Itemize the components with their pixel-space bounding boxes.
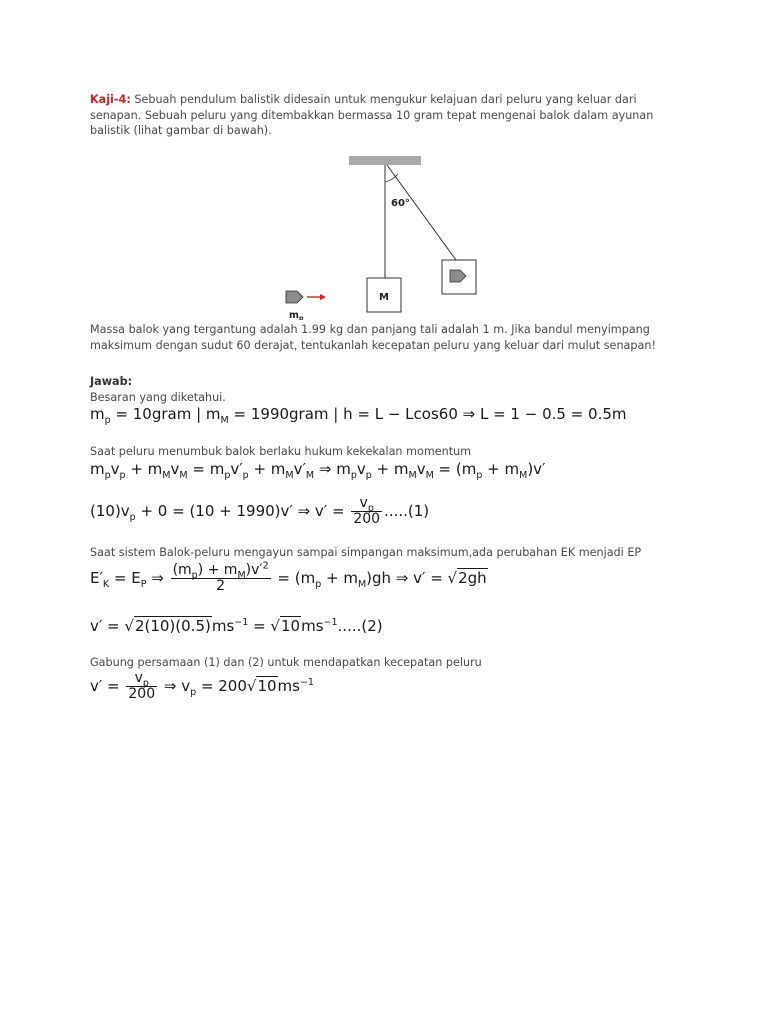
equation-result: v′ = $\frac{v_p}{200}$ ⇒ $v_p = 200√10ms^{-1}$ bbox=[90, 670, 314, 702]
problem-label: Kaji-4: bbox=[90, 93, 131, 106]
bullet-mass-label: $m_p$ bbox=[289, 310, 304, 320]
intro-text: Sebuah pendulum balistik didesain untuk mengukur kelajuan dari peluru yang keluar dari senapan. Sebuah peluru yang ditembakkan bermassa 10 gram tepat mengenai balok dalam ayunan balistik (lihat gambar di bawah). bbox=[90, 93, 654, 138]
equation-energy: $E'_K = E_P$ ⇒ $\frac{(m_p) + m_M)v'^2}{2}$ = $(m_p + m_M)gh$ ⇒ v′ = √2gh bbox=[90, 560, 487, 594]
ballistic-pendulum-figure bbox=[0, 150, 768, 320]
intro-paragraph bbox=[90, 92, 670, 139]
known-quantities-label: Besaran yang diketahui. bbox=[90, 391, 226, 404]
answer-heading: Jawab: bbox=[90, 375, 133, 388]
equation-known-values: $m_p$ = 10gram | $m_M$ = 1990gram | h = L − Lcos60 ⇒ L = 1 − 0.5 = 0.5m bbox=[90, 405, 627, 426]
momentum-text: Saat peluru menumbuk balok berlaku hukum kekekalan momentum bbox=[90, 445, 472, 458]
velocity-arrow-icon bbox=[320, 294, 326, 300]
equation-momentum-conservation: $m_pv_p + m_Mv_M = m_pv'_p + m_Mv'_M$ ⇒ $m_pv_p + m_Mv_M = (m_p + m_M)v'$ bbox=[90, 460, 546, 481]
block-label: M bbox=[379, 292, 389, 303]
ceiling-support bbox=[349, 156, 421, 165]
angle-label: 60° bbox=[391, 198, 410, 209]
bullet-icon bbox=[286, 291, 303, 303]
equation-1: $(10)v_p + 0 = (10 + 1990)v'$ ⇒ v′ = $\frac{v_p}{200}$ .....(1) bbox=[90, 495, 430, 527]
equation-2: $v' = √2(10)(0.5)ms^{-1} = √10ms^{-1}.....(2)$ bbox=[90, 617, 383, 635]
problem-statement: Massa balok yang tergantung adalah 1.99 kg dan panjang tali adalah 1 m. Jika bandul menyimpang maksimum dengan sudut 60 derajat, tentukanlah kecepatan peluru yang keluar dari mulut senapan! bbox=[90, 323, 656, 352]
combine-text: Gabung persamaan (1) dan (2) untuk mendapatkan kecepatan peluru bbox=[90, 656, 482, 669]
swung-string bbox=[387, 165, 456, 260]
energy-text: Saat sistem Balok-peluru mengayun sampai simpangan maksimum,ada perubahan EK menjadi EP bbox=[90, 546, 642, 559]
